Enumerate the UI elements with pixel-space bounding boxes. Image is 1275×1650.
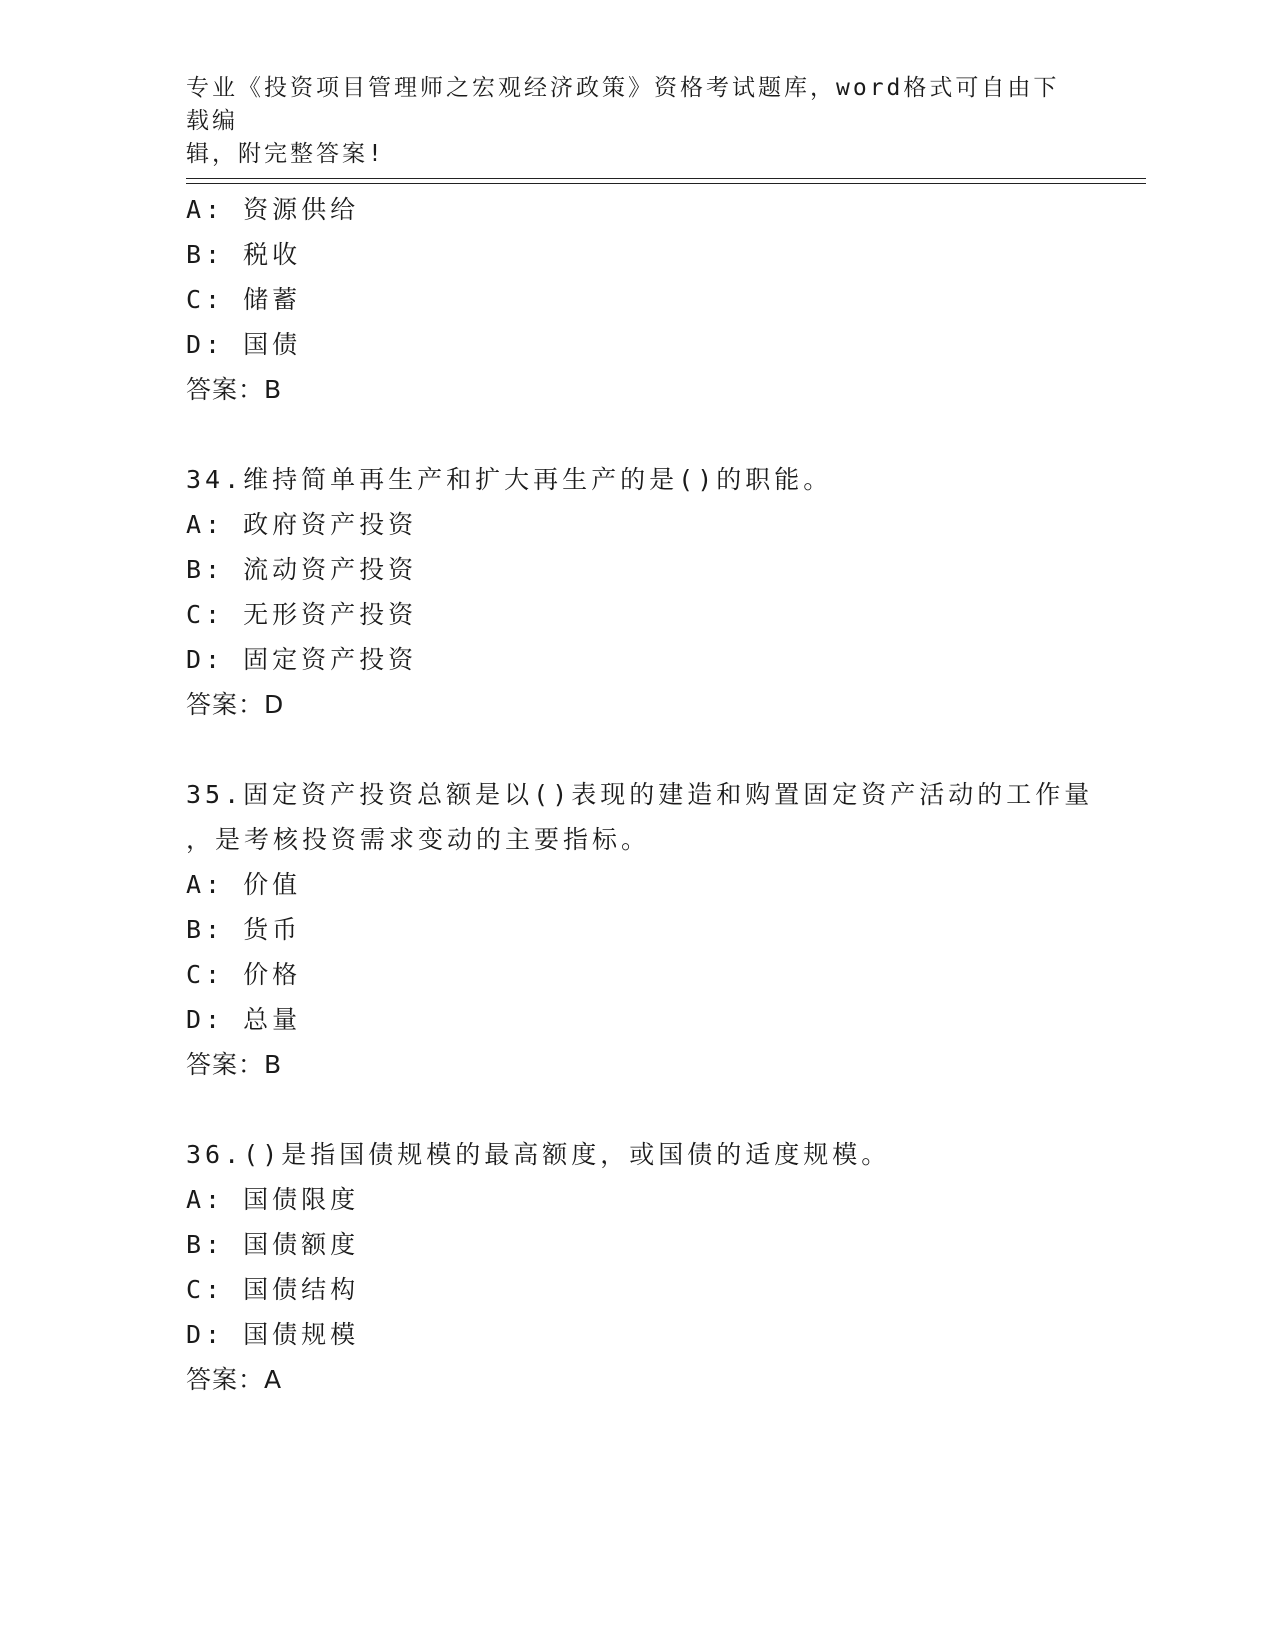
q35-option-b: B: 货币 — [186, 915, 302, 944]
q34-option-a: A: 政府资产投资 — [186, 510, 418, 539]
header-divider-bottom — [186, 183, 1146, 184]
header-divider-top — [186, 178, 1146, 179]
q35-option-a: A: 价值 — [186, 870, 302, 899]
header-intro-line-2: 辑，附完整答案! — [186, 141, 385, 167]
q33-option-a: A: 资源供给 — [186, 195, 360, 224]
q36-option-a: A: 国债限度 — [186, 1185, 360, 1214]
q36-option-c: C: 国债结构 — [186, 1275, 360, 1304]
q35-question-line-2: ，是考核投资需求变动的主要指标。 — [186, 825, 651, 854]
document-header — [186, 72, 1066, 171]
q35-question-line-1: 35.固定资产投资总额是以()表现的建造和购置固定资产活动的工作量 — [186, 780, 1094, 809]
q33-option-d: D: 国债 — [186, 330, 302, 359]
header-intro-line-1: 专业《投资项目管理师之宏观经济政策》资格考试题库，word格式可自由下载编 — [186, 75, 1060, 134]
q34-question: 34.维持简单再生产和扩大再生产的是()的职能。 — [186, 465, 833, 494]
q36-answer: 答案：A — [186, 1365, 283, 1394]
q36-option-b: B: 国债额度 — [186, 1230, 360, 1259]
q35-answer: 答案：B — [186, 1050, 283, 1079]
q35-option-d: D: 总量 — [186, 1005, 302, 1034]
q36-question: 36.()是指国债规模的最高额度，或国债的适度规模。 — [186, 1140, 891, 1169]
q34-option-b: B: 流动资产投资 — [186, 555, 418, 584]
q36-option-d: D: 国债规模 — [186, 1320, 360, 1349]
q33-answer: 答案：B — [186, 375, 283, 404]
q34-option-c: C: 无形资产投资 — [186, 600, 418, 629]
q33-option-b: B: 税收 — [186, 240, 302, 269]
q34-option-d: D: 固定资产投资 — [186, 645, 418, 674]
q33-option-c: C: 储蓄 — [186, 285, 302, 314]
q35-option-c: C: 价格 — [186, 960, 302, 989]
q34-answer: 答案：D — [186, 690, 285, 719]
